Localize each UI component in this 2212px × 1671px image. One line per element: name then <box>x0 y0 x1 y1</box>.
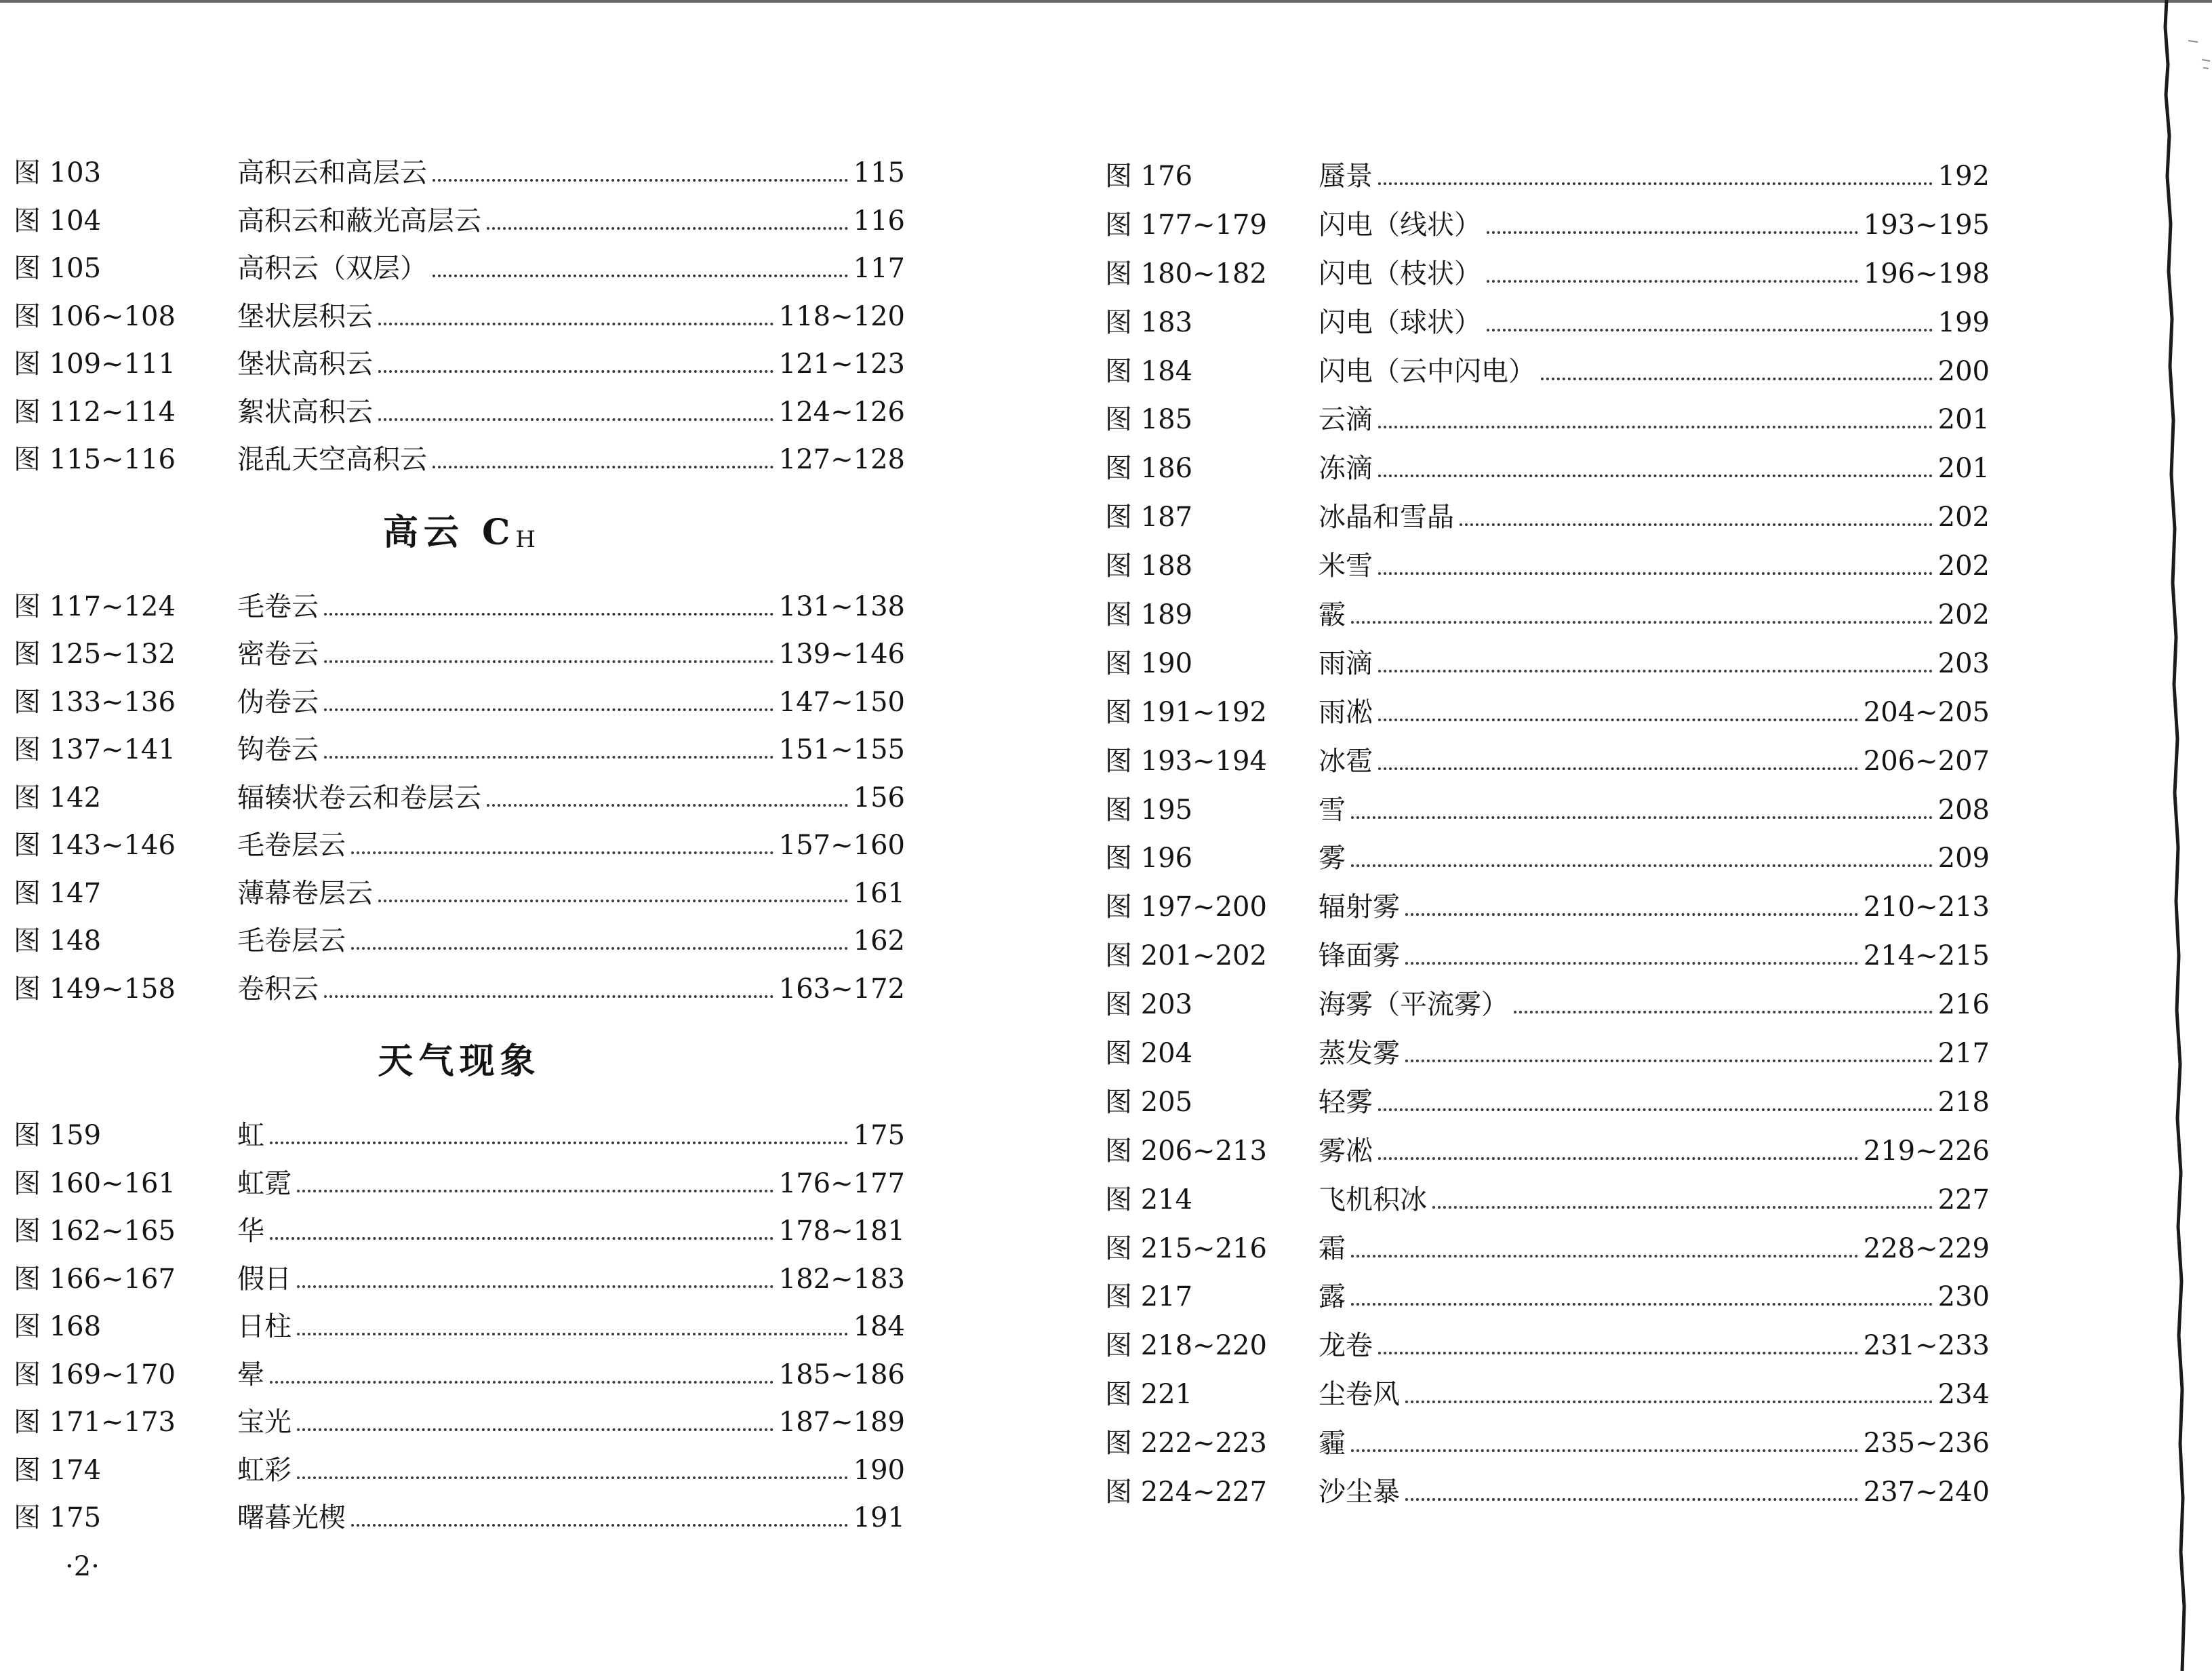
page-reference: 234 <box>1937 1379 1990 1411</box>
entry-title: 冰雹 <box>1319 745 1373 777</box>
dot-leader <box>297 1285 773 1288</box>
entry-title: 米雪 <box>1319 550 1373 582</box>
toc-entry <box>14 197 905 245</box>
page-reference: 147~150 <box>778 686 905 718</box>
page-reference: 187~189 <box>778 1407 905 1438</box>
toc-entry <box>14 679 905 727</box>
figure-number: 图 104 <box>14 205 102 237</box>
toc-entry <box>1105 834 1990 883</box>
entry-title: 高积云和蔽光高层云 <box>237 205 481 237</box>
dot-leader <box>297 1190 773 1192</box>
figure-number: 图 105 <box>14 253 102 284</box>
dot-leader <box>1378 182 1933 185</box>
figure-number: 图 171~173 <box>14 1407 176 1438</box>
dot-leader <box>297 1476 848 1479</box>
figure-number: 图 197~200 <box>1105 891 1267 923</box>
page-reference: 201 <box>1937 453 1990 485</box>
figure-number: 图 166~167 <box>14 1263 176 1295</box>
page-reference: 228~229 <box>1863 1232 1990 1264</box>
figure-number: 图 215~216 <box>1105 1232 1267 1264</box>
dot-leader <box>1378 767 1858 770</box>
page-reference: 203 <box>1937 647 1990 679</box>
toc-entry <box>1105 591 1990 640</box>
dot-leader <box>270 1142 848 1144</box>
entry-title: 沙尘暴 <box>1319 1476 1400 1508</box>
entry-title: 雪 <box>1319 794 1346 826</box>
figure-number: 图 214 <box>1105 1184 1193 1215</box>
page-reference: 227 <box>1937 1184 1990 1215</box>
entry-title: 毛卷层云 <box>237 830 346 861</box>
dot-leader <box>297 1428 773 1431</box>
figure-number: 图 221 <box>1105 1379 1193 1411</box>
page-reference: 162 <box>853 925 905 957</box>
entry-title: 晕 <box>237 1358 264 1390</box>
dot-leader <box>1378 1157 1858 1160</box>
page-reference: 199 <box>1937 306 1990 338</box>
page-reference: 237~240 <box>1863 1476 1990 1508</box>
dot-leader <box>324 995 773 998</box>
entry-title: 混乱天空高积云 <box>237 444 427 475</box>
figure-number: 图 206~213 <box>1105 1135 1267 1167</box>
figure-number: 图 137~141 <box>14 734 176 765</box>
toc-entry <box>14 1303 905 1351</box>
dot-leader <box>433 179 848 182</box>
entry-title: 日柱 <box>237 1311 291 1342</box>
figure-number: 图 168 <box>14 1311 102 1342</box>
toc-entry <box>14 726 905 774</box>
entry-title: 高积云（双层） <box>237 253 427 284</box>
page-reference: 176~177 <box>778 1167 905 1199</box>
dot-leader <box>1378 1108 1933 1111</box>
dot-leader <box>487 804 848 807</box>
dot-leader <box>324 756 773 759</box>
dot-leader <box>1351 864 1933 867</box>
figure-number: 图 193~194 <box>1105 745 1267 777</box>
figure-number: 图 147 <box>14 877 102 909</box>
page-reference: 161 <box>853 877 905 909</box>
page-reference: 196~198 <box>1863 258 1990 289</box>
toc-entry <box>1105 1273 1990 1322</box>
entry-title: 锋面雾 <box>1319 940 1400 972</box>
figure-number: 图 109~111 <box>14 348 176 380</box>
page-reference: 191 <box>853 1502 905 1533</box>
toc-entry <box>14 436 905 484</box>
dot-leader <box>1405 1060 1933 1062</box>
toc-entry <box>14 870 905 918</box>
toc-entry <box>14 965 905 1013</box>
figure-number: 图 191~192 <box>1105 696 1267 728</box>
entry-title: 雨滴 <box>1319 647 1373 679</box>
toc-left-column <box>14 0 905 1542</box>
figure-number: 图 142 <box>14 782 102 813</box>
entry-title: 曙暮光楔 <box>237 1502 346 1533</box>
toc-entry <box>1105 494 1990 542</box>
dot-leader <box>378 418 773 421</box>
figure-number: 图 177~179 <box>1105 209 1267 241</box>
toc-entry <box>14 1160 905 1208</box>
page-reference: 131~138 <box>778 590 905 622</box>
toc-entry <box>1105 1420 1990 1468</box>
figure-number: 图 103 <box>14 157 102 188</box>
page-reference: 218 <box>1937 1086 1990 1118</box>
dot-leader <box>270 1381 773 1384</box>
entry-title: 闪电（球状） <box>1319 306 1481 338</box>
dot-leader <box>1351 621 1933 624</box>
figure-number: 图 189 <box>1105 599 1193 631</box>
page-reference: 210~213 <box>1863 891 1990 923</box>
page-reference: 202 <box>1937 550 1990 582</box>
entry-title: 假日 <box>237 1263 291 1295</box>
toc-entry <box>14 583 905 631</box>
entry-title: 轻雾 <box>1319 1086 1373 1118</box>
entry-title: 飞机积冰 <box>1319 1184 1427 1215</box>
page-reference: 157~160 <box>778 830 905 861</box>
dot-leader <box>1351 1449 1858 1452</box>
entry-title: 雨凇 <box>1319 696 1373 728</box>
dot-leader <box>1351 1303 1933 1306</box>
entry-title: 堡状高积云 <box>237 348 373 380</box>
entry-title: 冰晶和雪晶 <box>1319 502 1454 533</box>
figure-number: 图 222~223 <box>1105 1428 1267 1459</box>
entry-title: 霰 <box>1319 599 1346 631</box>
page-reference: 127~128 <box>778 444 905 475</box>
figure-number: 图 174 <box>14 1454 102 1486</box>
toc-entry <box>14 1112 905 1160</box>
dot-leader <box>324 613 773 616</box>
figure-number: 图 188 <box>1105 550 1193 582</box>
dot-leader <box>1541 378 1933 380</box>
section-heading-high-cloud: 高云 $C_H$ <box>382 511 536 553</box>
section-heading-weather-phenomena: 天气现象 <box>378 1041 541 1082</box>
figure-number: 图 186 <box>1105 453 1193 485</box>
entry-title: 雾 <box>1319 843 1346 874</box>
page-reference: 121~123 <box>778 348 905 380</box>
entry-title: 尘卷风 <box>1319 1379 1400 1411</box>
dot-leader <box>1378 475 1933 477</box>
dot-leader <box>1378 1352 1858 1354</box>
page-number: ·2· <box>65 1551 100 1582</box>
page-reference: 204~205 <box>1863 696 1990 728</box>
page-reference: 216 <box>1937 989 1990 1021</box>
page-reference: 182~183 <box>778 1263 905 1295</box>
figure-number: 图 148 <box>14 925 102 957</box>
dot-leader <box>487 227 848 230</box>
figure-number: 图 115~116 <box>14 444 176 475</box>
dot-leader <box>324 660 773 663</box>
figure-number: 图 187 <box>1105 502 1193 533</box>
toc-entry <box>1105 1468 1990 1517</box>
toc-group-high-cloud <box>14 583 905 1013</box>
entry-title: 云滴 <box>1319 404 1373 436</box>
figure-number: 图 162~165 <box>14 1215 176 1247</box>
toc-entry <box>1105 201 1990 250</box>
figure-number: 图 143~146 <box>14 830 176 861</box>
toc-entry <box>1105 1079 1990 1127</box>
toc-entry <box>1105 542 1990 591</box>
toc-entry <box>1105 153 1990 201</box>
toc-group-altocumulus <box>14 149 905 484</box>
toc-entry <box>1105 932 1990 981</box>
page-reference: 184 <box>853 1311 905 1342</box>
page-reference: 178~181 <box>778 1215 905 1247</box>
dot-leader <box>351 1524 848 1527</box>
page-reference: 230 <box>1937 1281 1990 1313</box>
toc-entry <box>1105 883 1990 932</box>
toc-entry <box>1105 786 1990 835</box>
figure-number: 图 203 <box>1105 989 1193 1021</box>
entry-title: 高积云和高层云 <box>237 157 427 188</box>
entry-title: 雾凇 <box>1319 1135 1373 1167</box>
page-reference: 116 <box>853 205 905 237</box>
figure-number: 图 184 <box>1105 355 1193 387</box>
dot-leader <box>378 370 773 373</box>
figure-number: 图 169~170 <box>14 1358 176 1390</box>
page-reference: 231~233 <box>1863 1330 1990 1362</box>
page-reference: 124~126 <box>778 396 905 428</box>
entry-title: 海雾（平流雾） <box>1319 989 1508 1021</box>
dot-leader <box>1514 1011 1933 1013</box>
figure-number: 图 185 <box>1105 404 1193 436</box>
page-reference: 206~207 <box>1863 745 1990 777</box>
page-reference: 175 <box>853 1120 905 1151</box>
entry-title: 毛卷云 <box>237 590 319 622</box>
page-reference: 151~155 <box>778 734 905 765</box>
entry-title: 蜃景 <box>1319 161 1373 192</box>
toc-entry <box>14 1207 905 1255</box>
toc-entry <box>1105 445 1990 494</box>
dot-leader <box>297 1333 848 1335</box>
toc-entry <box>14 774 905 822</box>
dot-leader <box>1378 426 1933 428</box>
toc-entry <box>1105 1127 1990 1176</box>
toc-entry <box>14 1447 905 1495</box>
figure-number: 图 159 <box>14 1120 102 1151</box>
entry-title: 虹彩 <box>237 1454 291 1486</box>
dot-leader <box>1378 719 1858 721</box>
dot-leader <box>1487 329 1933 331</box>
toc-entry <box>14 1255 905 1304</box>
toc-entry <box>14 917 905 965</box>
page-reference: 156 <box>853 782 905 813</box>
figure-number: 图 112~114 <box>14 396 176 428</box>
entry-title: 堡状层积云 <box>237 300 373 332</box>
toc-entry <box>1105 1371 1990 1420</box>
entry-title: 毛卷层云 <box>237 925 346 957</box>
entry-title: 龙卷 <box>1319 1330 1373 1362</box>
page-reference: 208 <box>1937 794 1990 826</box>
toc-entry <box>1105 689 1990 738</box>
page-reference: 163~172 <box>778 973 905 1005</box>
figure-number: 图 201~202 <box>1105 940 1267 972</box>
page-reference: 214~215 <box>1863 940 1990 972</box>
figure-number: 图 125~132 <box>14 639 176 670</box>
dot-leader <box>1378 572 1933 575</box>
figure-number: 图 106~108 <box>14 300 176 332</box>
entry-title: 虹 <box>237 1120 264 1151</box>
page-reference: 201 <box>1937 404 1990 436</box>
toc-entry <box>1105 738 1990 786</box>
dot-leader <box>1487 231 1858 234</box>
entry-title: 密卷云 <box>237 639 319 670</box>
figure-number: 图 183 <box>1105 306 1193 338</box>
entry-title: 闪电（枝状） <box>1319 258 1481 289</box>
figure-number: 图 175 <box>14 1502 102 1533</box>
dot-leader <box>1460 523 1933 526</box>
dot-leader <box>1351 1255 1858 1257</box>
figure-number: 图 205 <box>1105 1086 1193 1118</box>
dot-leader <box>1405 1401 1933 1403</box>
toc-entry <box>14 1398 905 1447</box>
toc-entry <box>14 149 905 197</box>
toc-entry <box>14 340 905 388</box>
toc-entry <box>1105 250 1990 299</box>
dot-leader <box>324 708 773 711</box>
toc-entry <box>1105 1176 1990 1225</box>
toc-entry <box>14 630 905 679</box>
dot-leader <box>378 900 848 902</box>
page-reference: 235~236 <box>1863 1428 1990 1459</box>
page-reference: 115 <box>853 157 905 188</box>
page-reference: 193~195 <box>1863 209 1990 241</box>
figure-number: 图 204 <box>1105 1038 1193 1070</box>
entry-title: 蒸发雾 <box>1319 1038 1400 1070</box>
entry-title: 辐辏状卷云和卷层云 <box>237 782 481 813</box>
toc-entry <box>14 1351 905 1399</box>
toc-entry <box>1105 396 1990 445</box>
figure-number: 图 190 <box>1105 647 1193 679</box>
toc-entry <box>1105 981 1990 1030</box>
page-reference: 202 <box>1937 502 1990 533</box>
figure-number: 图 195 <box>1105 794 1193 826</box>
dot-leader <box>1405 913 1858 916</box>
toc-entry <box>1105 640 1990 689</box>
dot-leader <box>1405 1498 1858 1501</box>
page-reference: 219~226 <box>1863 1135 1990 1167</box>
entry-title: 冻滴 <box>1319 453 1373 485</box>
page-reference: 209 <box>1937 843 1990 874</box>
page-reference: 118~120 <box>778 300 905 332</box>
entry-title: 霜 <box>1319 1232 1346 1264</box>
page-reference: 192 <box>1937 161 1990 192</box>
figure-number: 图 196 <box>1105 843 1193 874</box>
toc-group-right <box>1105 153 1990 1517</box>
page-reference: 185~186 <box>778 1358 905 1390</box>
figure-number: 图 149~158 <box>14 973 176 1005</box>
figure-number: 图 224~227 <box>1105 1476 1267 1508</box>
entry-title: 霾 <box>1319 1428 1346 1459</box>
toc-group-weather-phenomena <box>14 1112 905 1542</box>
page-reference: 139~146 <box>778 639 905 670</box>
dot-leader <box>433 466 773 468</box>
entry-title: 华 <box>237 1215 264 1247</box>
figure-number: 图 133~136 <box>14 686 176 718</box>
figure-number: 图 180~182 <box>1105 258 1267 289</box>
figure-number: 图 160~161 <box>14 1167 176 1199</box>
dot-leader <box>1487 280 1858 283</box>
dot-leader <box>378 323 773 325</box>
page-reference: 117 <box>853 253 905 284</box>
figure-number: 图 217 <box>1105 1281 1193 1313</box>
dot-leader <box>1432 1206 1933 1209</box>
dot-leader <box>1405 962 1858 965</box>
figure-number: 图 117~124 <box>14 590 176 622</box>
dot-leader <box>351 851 773 854</box>
figure-number: 图 176 <box>1105 161 1193 192</box>
dot-leader <box>1378 670 1933 672</box>
entry-title: 薄幕卷层云 <box>237 877 373 909</box>
toc-entry <box>1105 1030 1990 1079</box>
toc-entry <box>1105 348 1990 397</box>
toc-entry <box>14 1494 905 1542</box>
entry-title: 闪电（云中闪电） <box>1319 355 1535 387</box>
page-reference: 202 <box>1937 599 1990 631</box>
dot-leader <box>433 275 848 277</box>
toc-entry <box>1105 299 1990 348</box>
entry-title: 辐射雾 <box>1319 891 1400 923</box>
entry-title: 絮状高积云 <box>237 396 373 428</box>
page-reference: 190 <box>853 1454 905 1486</box>
entry-title: 宝光 <box>237 1407 291 1438</box>
toc-entry <box>14 822 905 870</box>
entry-title: 卷积云 <box>237 973 319 1005</box>
entry-title: 虹霓 <box>237 1167 291 1199</box>
toc-entry <box>1105 1322 1990 1371</box>
dot-leader <box>270 1237 773 1240</box>
toc-right-column <box>1105 0 1990 1517</box>
entry-title: 露 <box>1319 1281 1346 1313</box>
toc-entry <box>14 293 905 341</box>
toc-entry <box>1105 1225 1990 1274</box>
entry-title: 伪卷云 <box>237 686 319 718</box>
figure-number: 图 218~220 <box>1105 1330 1267 1362</box>
page-reference: 200 <box>1937 355 1990 387</box>
toc-entry <box>14 245 905 293</box>
page-reference: 217 <box>1937 1038 1990 1070</box>
dot-leader <box>351 947 848 950</box>
entry-title: 钩卷云 <box>237 734 319 765</box>
torn-page-edge <box>2135 0 2212 1671</box>
entry-title: 闪电（线状） <box>1319 209 1481 241</box>
dot-leader <box>1351 816 1933 819</box>
toc-entry <box>14 388 905 437</box>
